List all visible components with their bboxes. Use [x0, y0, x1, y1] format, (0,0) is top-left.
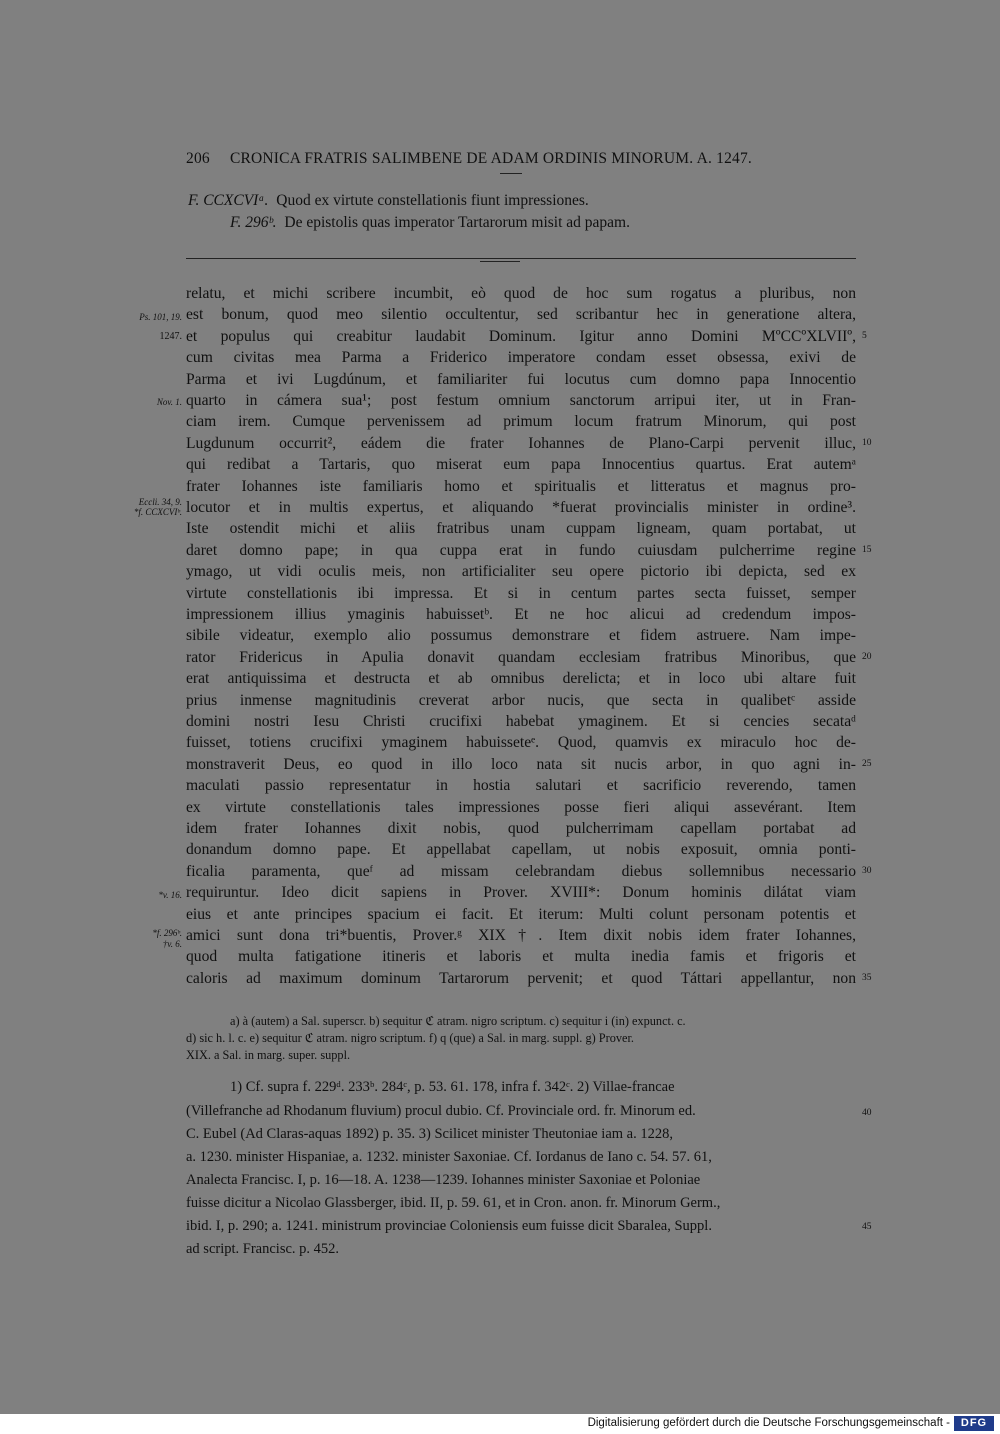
text-line: relatu, et michi scribere incumbit, eò quod de hoc sum rogatus a pluribus, non [186, 285, 856, 302]
footnote-line: (Villefranche ad Rhodanum fluvium) procul dubio. Cf. Provinciale ord. fr. Minorum ed. [186, 1103, 696, 1119]
folio-text: Quod ex virtute constellationis fiunt impressiones. [276, 192, 589, 209]
running-header [186, 150, 752, 168]
line-number: 25 [862, 759, 872, 769]
text-line: domini nostri Iesu Christi crucifixi habebat ymaginem. Et si cencies secataᵈ [186, 713, 856, 730]
margin-note: *f. CCXCVIᵇ. [133, 507, 182, 517]
separator-rule [186, 258, 856, 259]
folio-note-1 [188, 192, 589, 210]
footnote-line: a. 1230. minister Hispaniae, a. 1232. minister Saxoniae. Cf. Iordanus de Iano c. 54. 57. 61, [186, 1149, 712, 1165]
text-line: ex virtute constellationis tales impressiones posse fieri aliqui assevérant. Item [186, 798, 856, 816]
text-line: frater Iohannes iste familiaris homo et spiritualis et litteratus et magnus pro- [186, 477, 856, 495]
line-number: 15 [862, 545, 872, 555]
text-line: Lugdunum occurrit², eádem die frater Iohannes de Plano-Carpi pervenit illuc, [186, 434, 856, 452]
text-line: qui redibat a Tartaris, quo miserat eum papa Innocentius quartus. Erat autemᵃ [186, 456, 856, 474]
text-line: ymago, ut vidi oculis meis, non artificialiter seu opere pictorio ibi depicta, sed ex [186, 563, 856, 581]
margin-note: Nov. 1. [156, 397, 182, 407]
folio-text: De epistolis quas imperator Tartarorum misit ad papam. [284, 214, 630, 231]
footnote-line: Analecta Francisc. I, p. 16—18. A. 1238—1239. Iohannes minister Saxoniae et Poloniae [186, 1172, 701, 1188]
text-line: caloris ad maximum dominum Tartarorum pervenit; et quod Táttari appellantur, non [186, 969, 856, 987]
text-line: et populus qui creabitur laudabit Dominum. Igitur anno Domini MºCCºXLVIIº, [186, 327, 856, 345]
margin-note: *v. 16. [158, 890, 182, 900]
text-line: daret domno pape; in qua cuppa erat in fundo cuiusdam pulcherrime regine [186, 541, 856, 559]
funding-credit: Digitalisierung gefördert durch die Deutsche Forschungsgemeinschaft - [587, 1417, 950, 1429]
text-line: Iste ostendit michi et aliis fratribus unam cuppam ligneam, quam portabat, ut [186, 520, 856, 538]
footnote-line: fuisse dicitur a Nicolao Glassberger, ibid. II, p. 59. 61, et in Cron. anon. fr. Minorum Germ., [186, 1195, 721, 1211]
text-line: erat antiquissima et destructa et ab omnibus derelicta; et in loco ubi altare fuit [186, 670, 856, 688]
text-line: amici sunt dona tri*buentis, Prover.ᵍ XIX†. Item dixit nobis idem frater Iohannes, [186, 927, 856, 944]
line-number: 10 [862, 438, 872, 448]
margin-note: *f. 296ᵇ. [152, 928, 182, 938]
footnote-line: ibid. I, p. 290; a. 1241. ministrum provinciae Coloniensis eum fuisse dicit Sbaralea, Suppl. [186, 1218, 712, 1234]
text-line: ficalia paramenta, queᶠ ad missam celebrandam diebus sollemnibus necessario [186, 862, 856, 880]
variant-note: a) à (autem) a Sal. superscr. b) sequitur ℭ atram. nigro scriptum. c) sequitur i (in) expunct. c. [230, 1014, 686, 1028]
text-line: locutor et in multis expertus, et aliquando *fuerat provincialis minister in ordine³. [186, 499, 856, 516]
text-line: ciam irem. Cumque pervenissem ad primum locum fratrum Minorum, qui post [186, 413, 856, 431]
running-title: CRONICA FRATRIS SALIMBENE DE ADAM ORDINIS MINORUM. A. 1247. [229, 150, 752, 167]
line-number: 35 [862, 973, 872, 983]
digitization-footer [0, 1414, 1000, 1434]
footnote-line: C. Eubel (Ad Claras-aquas 1892) p. 35. 3) Scilicet minister Theutoniae iam a. 1228, [186, 1126, 673, 1142]
folio-ref: F. CCXCVIᵃ. [188, 192, 269, 209]
text-line: impressionem illius ymaginis habuissetᵇ. Et ne hoc alicui ad credendum impos- [186, 606, 856, 623]
line-number: 5 [862, 331, 867, 341]
text-line: requiruntur. Ideo dicit sapiens in Prover. XVIII*: Donum hominis dilátat viam [186, 884, 856, 902]
text-line: maculati passio representatur in hostia salutari et sacrificio reverendo, tamen [186, 777, 856, 795]
footnote-line-number: 40 [862, 1108, 872, 1118]
text-line: donandum domno pape. Et appellabat capellam, ut nobis exposuit, omnia ponti- [186, 841, 856, 859]
text-line: est bonum, quod meo silentio occultentur, sed scribantur hec in generatione altera, [186, 306, 856, 324]
text-line: virtute constellationis ibi impressa. Et si in centum partes secta fuisset, semper [186, 584, 856, 602]
text-line: fuisset, totiens crucifixi ymaginem habuisseteᵉ. Quod, quamvis ex miraculo hoc de- [186, 734, 856, 752]
margin-note: †v. 6. [162, 939, 182, 949]
margin-note: Ps. 101, 19. [139, 312, 182, 322]
text-line: prius inmense magnitudinis creverat arbor nucis, que secta in qualibetᶜ asside [186, 691, 856, 709]
line-number: 30 [862, 866, 872, 876]
separator-rule-ornament [480, 261, 520, 262]
variant-note: d) sic h. l. c. e) sequitur ℭ atram. nigro scriptum. f) q (que) a Sal. in marg. suppl. g) Prover. [186, 1031, 634, 1045]
margin-note: Eccli. 34, 9. [138, 497, 182, 507]
footnote-line: ad script. Francisc. p. 452. [186, 1241, 340, 1257]
header-ornament [500, 173, 522, 174]
text-line: eius et ante principes spacium ei facit. Et iterum: Multi colunt personam potentis et [186, 905, 856, 923]
text-line: Parma et ivi Lugdúnum, et familiariter fui locutus cum domno papa Innocentio [186, 370, 856, 388]
footnote-line-number: 45 [862, 1222, 872, 1232]
text-line: quarto in cámera sua¹; post festum omnium sanctorum arripui iter, ut in Fran- [186, 392, 856, 409]
page-number: 206 [186, 150, 210, 167]
variant-note: XIX. a Sal. in marg. super. suppl. [186, 1048, 351, 1062]
margin-note: 1247. [159, 331, 182, 342]
text-line: quod multa fatigatione itineris et laboris et multa inedia famis et frigoris et [186, 948, 856, 966]
folio-note-2 [230, 214, 630, 232]
text-line: sibile videatur, exemplo alio possumus demonstrare et fidem astruere. Nam impe- [186, 627, 856, 645]
footnote-line: 1) Cf. supra f. 229ᵈ. 233ᵇ. 284ᶜ, p. 53. 61. 178, infra f. 342ᶜ. 2) Villae-francae [230, 1079, 675, 1095]
text-line: rator Fridericus in Apulia donavit quandam ecclesiam fratribus Minoribus, que [186, 648, 856, 666]
folio-ref: F. 296ᵇ. [230, 214, 277, 231]
text-line: idem frater Iohannes dixit nobis, quod pulcherrimam capellam portabat ad [186, 820, 856, 837]
line-number: 20 [862, 652, 872, 662]
dfg-logo[interactable]: DFG [954, 1416, 994, 1431]
text-line: cum civitas mea Parma a Friderico imperatore condam esset obsessa, exivi de [186, 349, 856, 367]
text-line: monstraverit Deus, eo quod in illo loco nata sit nucis arbor, in quo agni in- [186, 755, 856, 773]
